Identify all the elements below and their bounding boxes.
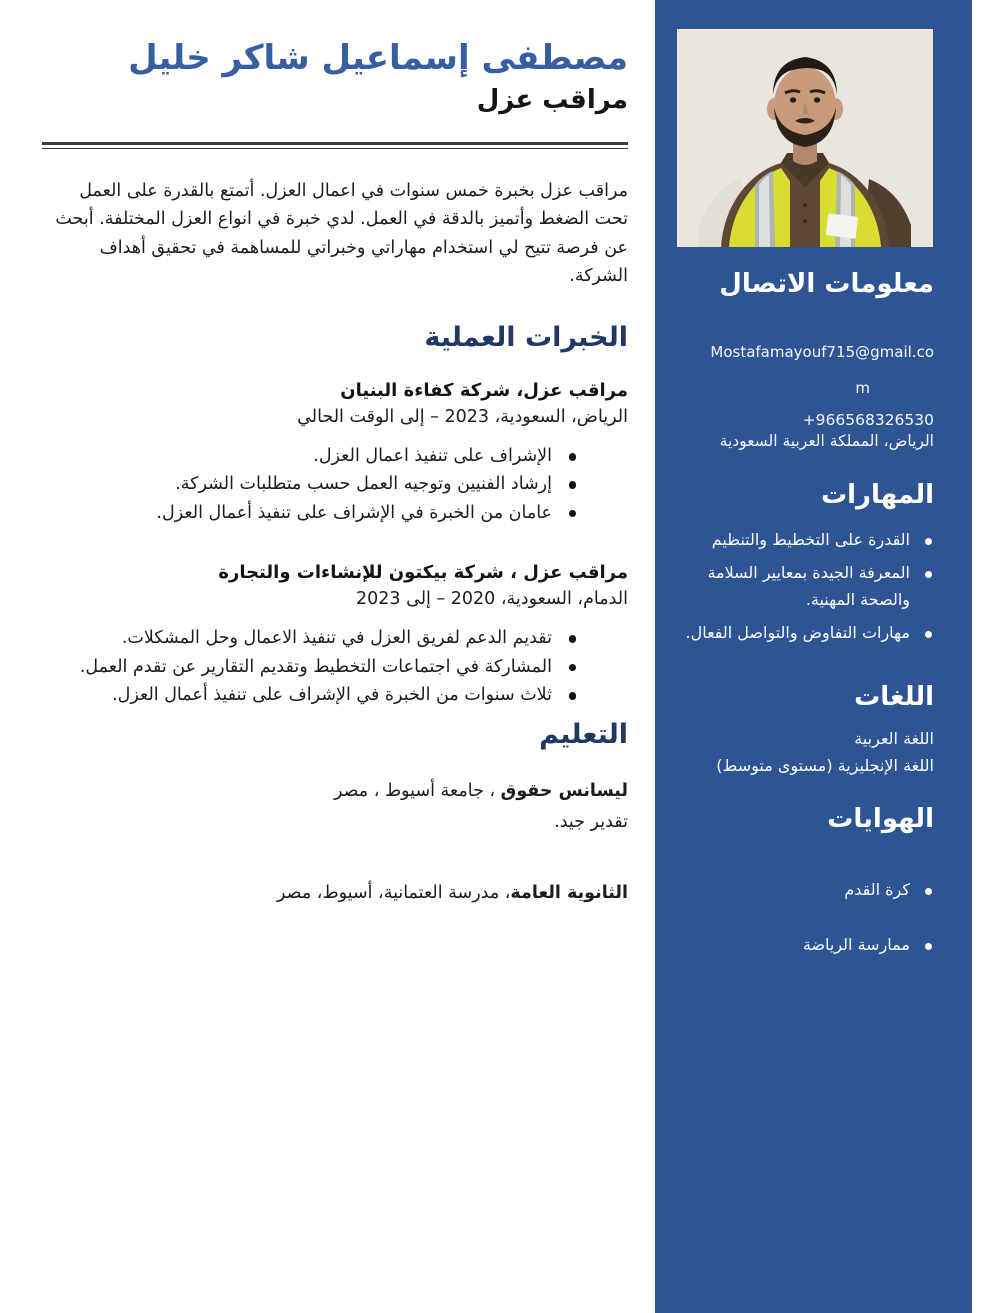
sidebar-heading-hobbies: الهوايات [827, 804, 934, 835]
job-bullet: الإشراف على تنفيذ اعمال العزل. [42, 442, 576, 470]
skill-item: المعرفة الجيدة بمعايير السلامة والصحة المهنية. [679, 559, 934, 613]
sidebar [655, 0, 972, 1313]
job-bullet: ثلاث سنوات من الخبرة في الإشراف على تنفيذ أعمال العزل. [42, 681, 576, 709]
location-text: الرياض، المملكة العربية السعودية [719, 431, 934, 450]
profile-photo [677, 29, 933, 247]
job-entry-2 [42, 559, 628, 709]
email-address-line1: Mostafamayouf715@gmail.co [710, 342, 934, 361]
section-heading-experience: الخبرات العملية [424, 322, 628, 354]
job-bullet: المشاركة في اجتماعات التخطيط وتقديم التقارير عن تقدم العمل. [42, 653, 576, 681]
sidebar-heading-languages: اللغات [854, 681, 934, 712]
phone-number: +966568326530 [802, 410, 934, 429]
school-certificate: الثانوية العامة [510, 883, 628, 904]
skill-item: مهارات التفاوض والتواصل الفعال. [679, 619, 934, 646]
job-bullet: إرشاد الفنيين وتوجيه العمل حسب متطلبات الشركة. [42, 470, 576, 498]
skill-item: القدرة على التخطيط والتنظيم [679, 526, 934, 553]
job-2-bullet-list [42, 624, 628, 709]
degree-name: ليسانس حقوق [500, 780, 628, 801]
school-institution: ، مدرسة العتمانية، أسيوط، مصر [277, 883, 511, 904]
job-2-location-dates: الدمام، السعودية، 2020 – إلى 2023 [356, 589, 628, 610]
job-2-title: مراقب عزل ، شركة بيكتون للإنشاءات والتجارة [218, 562, 628, 584]
job-bullet: عامان من الخبرة في الإشراف على تنفيذ أعمال العزل. [42, 499, 576, 527]
hobby-item: ممارسة الرياضة [679, 931, 934, 958]
hobbies-list [679, 876, 934, 958]
language-item: اللغة الإنجليزية (مستوى متوسط) [716, 756, 934, 776]
sidebar-heading-contact: معلومات الاتصال [719, 269, 934, 299]
hobby-item: كرة القدم [679, 876, 934, 903]
degree-institution: ، جامعة أسيوط ، مصر [333, 780, 501, 801]
education-grade: تقدير جيد. [554, 811, 628, 832]
candidate-name: مصطفى إسماعيل شاكر خليل [128, 38, 628, 78]
job-1-bullet-list [42, 442, 628, 527]
education-school-line [42, 880, 628, 907]
section-heading-education: التعليم [539, 719, 628, 751]
job-1-location-dates: الرياض، السعودية، 2023 – إلى الوقت الحالي [297, 406, 628, 427]
languages-list [679, 725, 934, 779]
language-item: اللغة العربية [854, 729, 934, 749]
candidate-job-title: مراقب عزل [476, 85, 628, 116]
job-entry-1 [42, 377, 628, 527]
header-divider [42, 142, 628, 149]
id-badge [826, 213, 858, 238]
sidebar-heading-skills: المهارات [820, 480, 934, 511]
job-1-title: مراقب عزل، شركة كفاءة البنيان [340, 379, 628, 401]
job-bullet: تقديم الدعم لفريق العزل في تنفيذ الاعمال وحل المشكلات. [42, 624, 576, 652]
email-address-line2: m [855, 378, 870, 397]
profile-summary: مراقب عزل بخبرة خمس سنوات في اعمال العزل. أتمتع بالقدرة على العمل تحت الضغط وأتميز بالدقة في العمل. لدي خبرة في انواع العزل المختلفة. أبحث عن فرصة تتيح لي استخدام مهاراتي وخبراتي للمساهمة في تحقيق أهداف الشركة. [55, 180, 628, 287]
profile-photo-illustration [677, 29, 933, 247]
skills-list [679, 526, 934, 647]
education-degree-line [42, 778, 628, 805]
